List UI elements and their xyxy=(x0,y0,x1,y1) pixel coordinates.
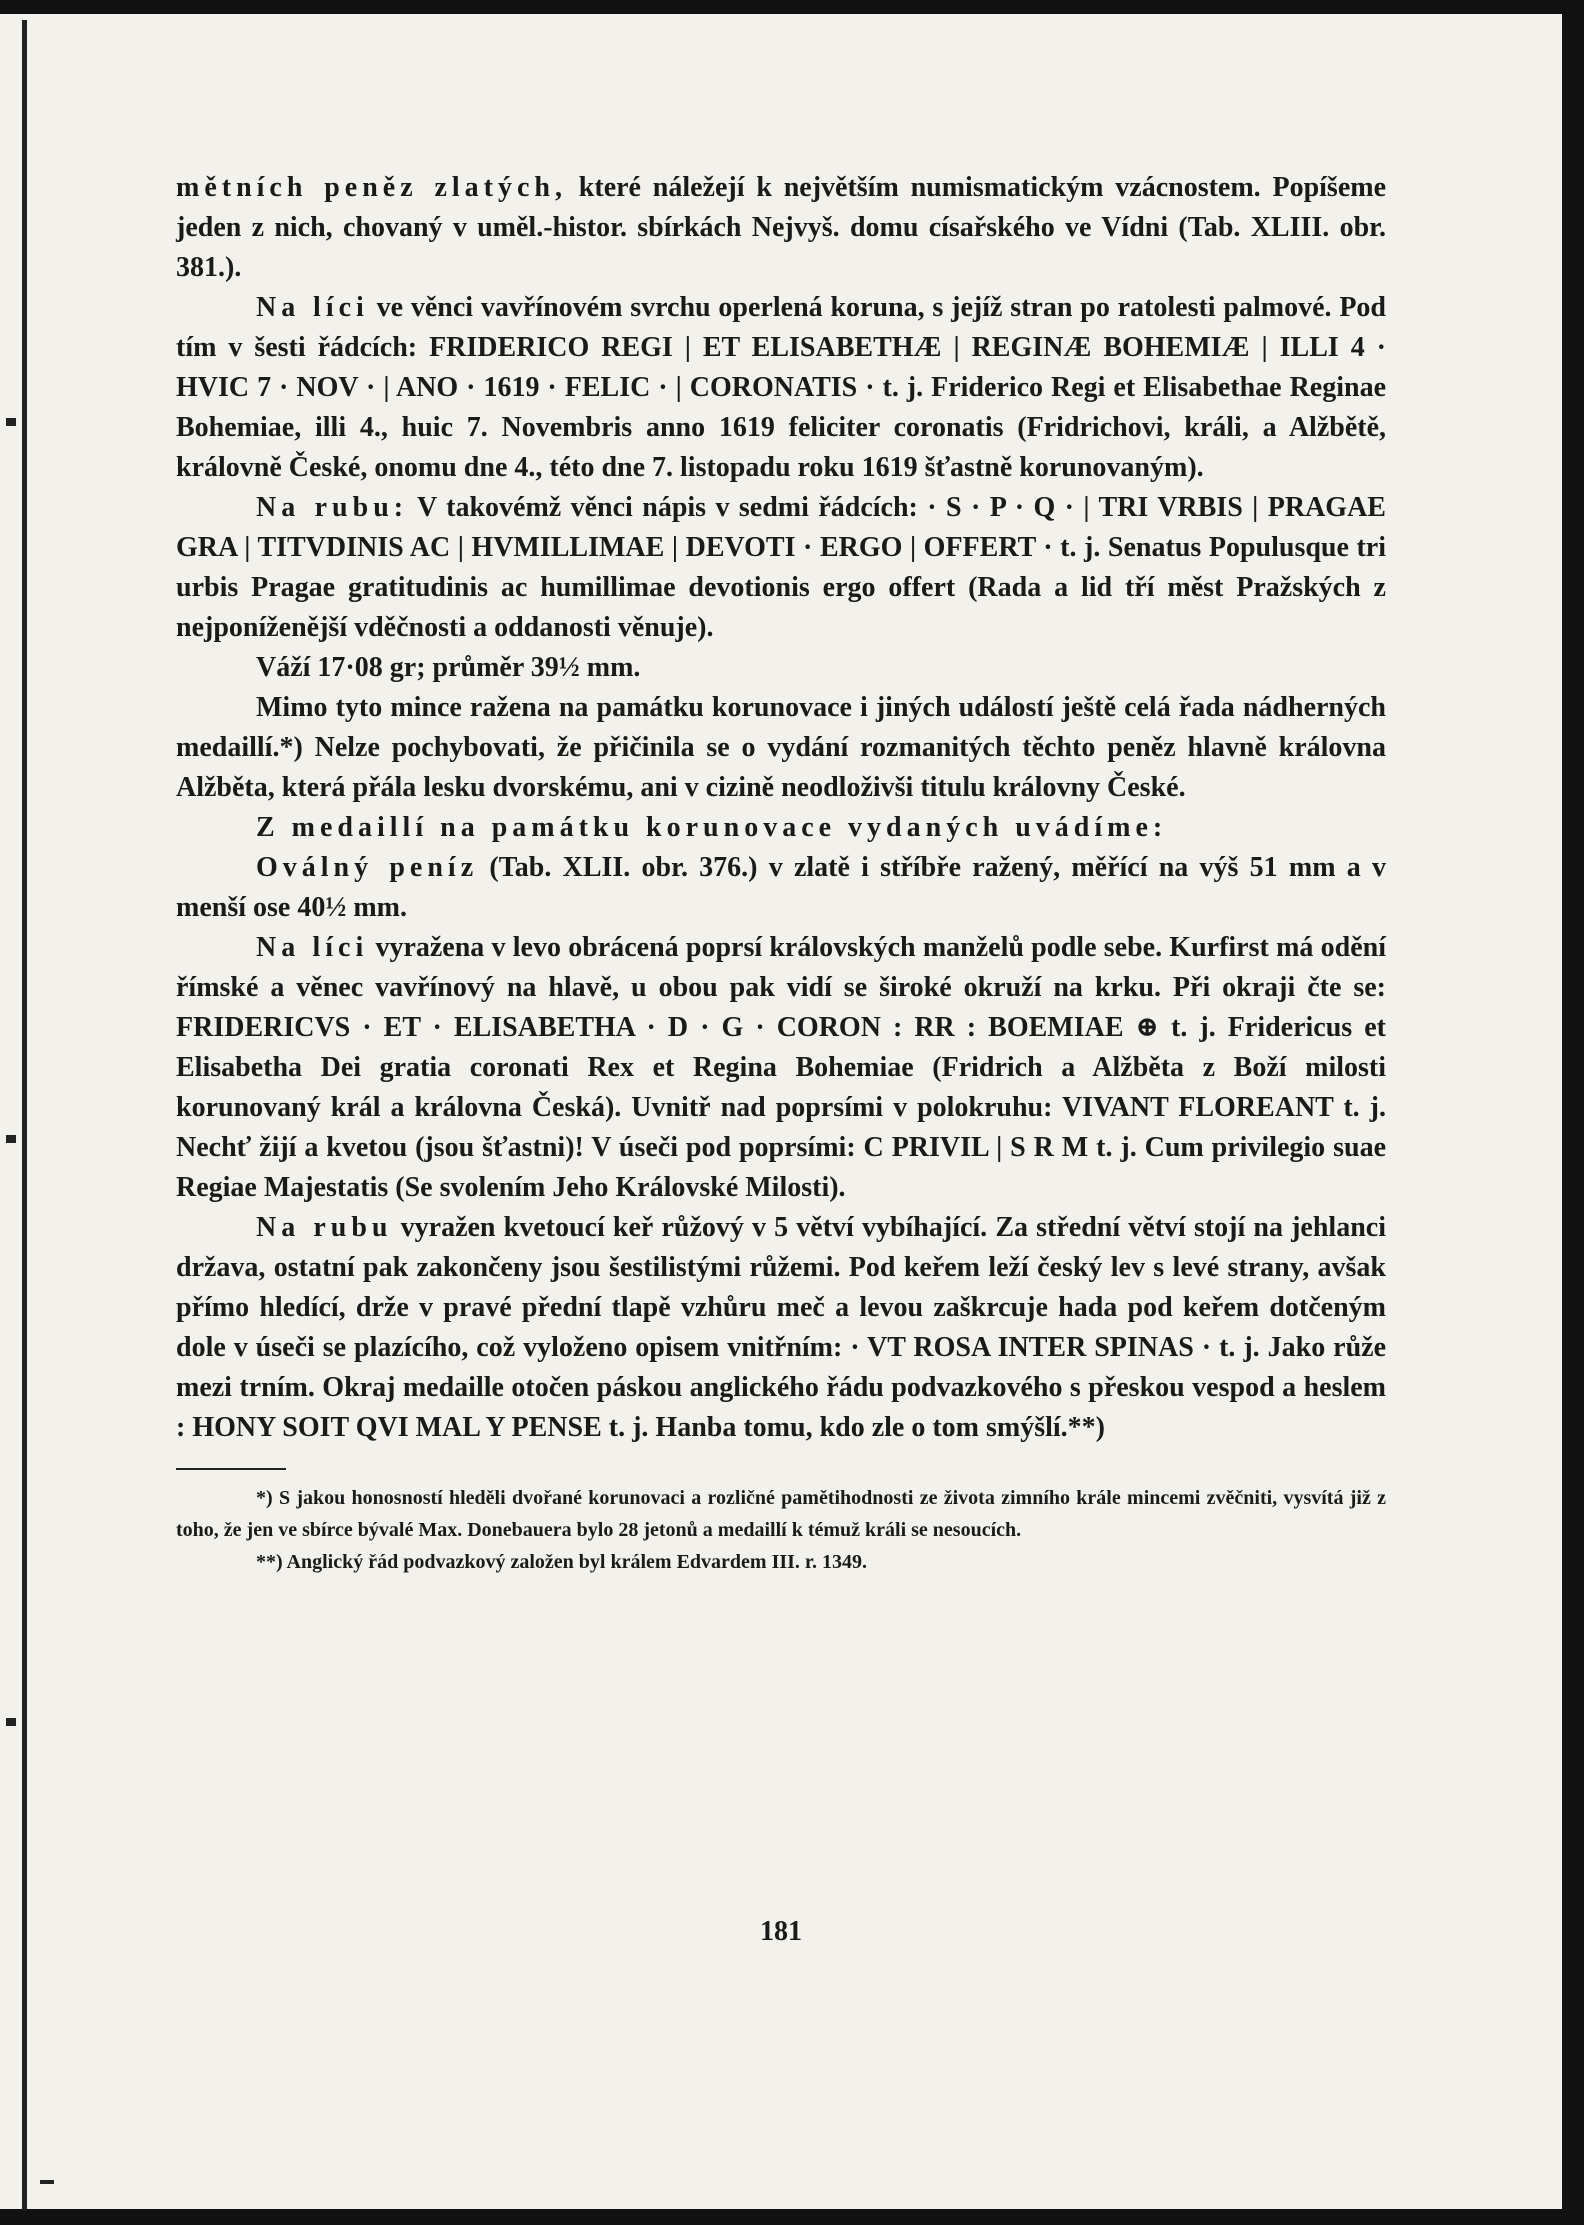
text-run: ve věnci vavřínovém svrchu operlená koruna, s jejíž stran po ratolesti palmové. Pod tím v šesti řádcích: FRIDERICO REGI | ET ELISABETHÆ | REGINÆ BOHEMIÆ | ILLI 4 · HVIC 7 · NOV · | ANO · 1619 · FELIC · | CORONATIS · t. j. Friderico Regi et Elisabethae Reginae Bohemiae, illi 4., huic 7. Novembris anno 1619 feliciter coronatis (Fridrichovi, králi, a Alžbětě, královně České, onomu dne 4., této dne 7. listopadu roku 1619 šťastně korunovaným). xyxy=(176,292,1386,483)
spaced-heading: Na líci xyxy=(256,292,369,323)
paragraph-p9 xyxy=(176,1208,1386,1448)
paragraph-p2 xyxy=(176,288,1386,488)
paragraph-p7 xyxy=(176,848,1386,928)
spaced-heading: Oválný peníz xyxy=(256,852,479,883)
binding-edge xyxy=(22,20,27,2210)
paragraph-p5 xyxy=(176,688,1386,808)
margin-mark xyxy=(40,2180,54,2184)
scan-edge-right xyxy=(1562,0,1584,2225)
spaced-heading: mětních peněz zlatých, xyxy=(176,172,567,203)
spaced-heading: Na líci xyxy=(256,932,369,963)
scan-edge-top xyxy=(0,0,1584,14)
text-run: Váží 17·08 gr; průměr 39½ mm. xyxy=(256,652,641,683)
text-run: vyražena v levo obrácená poprsí královských manželů podle sebe. Kurfirst má odění římské a věnec vavřínový na hlavě, u obou pak vidí se široké okruží na krku. Při okraji čte se: FRIDERICVS · ET · ELISABETHA · D · G · CORON : RR : BOEMIAE ⊕ t. j. Fridericus et Elisabetha Dei gratia coronati Rex et Regina Bohemiae (Fridrich a Alžběta z Boží milosti korunovaný král a královna Česká). Uvnitř nad poprsími v polokruhu: VIVANT FLOREANT t. j. Nechť žijí a kvetou (jsou šťastni)! V úseči pod poprsími: C PRIVIL | S R M t. j. Cum privilegio suae Regiae Majestatis (Se svolením Jeho Královské Milosti). xyxy=(176,932,1386,1203)
paragraph-p6 xyxy=(176,808,1386,848)
spaced-heading: Z medaillí na památku korunovace vydaných uvádíme: xyxy=(256,812,1168,843)
text-run: Mimo tyto mince ražena na památku korunovace i jiných událostí ještě celá řada nádherných medaillí.*) Nelze pochybovati, že přičinila se o vydání rozmanitých těchto peněz hlavně královna Alžběta, která přála lesku dvorskému, ani v cizině neodloživši titulu královny České. xyxy=(176,692,1386,803)
text-run: V takovémž věnci nápis v sedmi řádcích: · S · P · Q · | TRI VRBIS | PRAGAE GRA | TITVDINIS AC | HVMILLIMAE | DEVOTI · ERGO | OFFERT · t. j. Senatus Populusque tri urbis Pragae gratitudinis ac humillimae devotionis ergo offert (Rada a lid tří měst Pražských z nejponíženější vděčnosti a oddanosti věnuje). xyxy=(176,492,1386,643)
margin-mark xyxy=(6,418,16,426)
footnote-2: **) Anglický řád podvazkový založen byl králem Edvardem III. r. 1349. xyxy=(256,1551,867,1573)
paragraph-p1 xyxy=(176,168,1386,288)
text-run: vyražen kvetoucí keř růžový v 5 větví vybíhající. Za střední větví stojí na jehlanci država, ostatní pak zakončeny jsou šestilistými růžemi. Pod keřem leží český lev s levé strany, avšak přímo hledící, drže v pravé přední tlapě vzhůru meč a levou zaškrcuje hada pod keřem dotčeným dole v úseči se plazícího, což vyloženo opisem vnitřním: · VT ROSA INTER SPINAS · t. j. Jako růže mezi trním. Okraj medaille otočen páskou anglického řádu podvazkového s přeskou vespod a heslem : HONY SOIT QVI MAL Y PENSE t. j. Hanba tomu, kdo zle o tom smýšlí.**) xyxy=(176,1212,1386,1443)
footnote-divider xyxy=(176,1468,286,1470)
scan-edge-bottom xyxy=(0,2209,1584,2225)
text-run: které náležejí k největším numismatickým vzácnostem. Popíšeme jeden z nich, chovaný v uměl.-histor. sbírkách Nejvyš. domu císařského ve Vídni (Tab. XLIII. obr. 381.). xyxy=(176,172,1386,283)
margin-mark xyxy=(6,1135,16,1143)
footnote-1: *) S jakou honosností hleděli dvořané korunovaci a rozličné pamětihodnosti ze života zimního krále mincemi zvěčniti, vysvítá již z toho, že jen ve sbírce bývalé Max. Donebauera bylo 28 jetonů a medaillí k témuž králi se nesoucích. xyxy=(176,1487,1386,1541)
paragraph-p3 xyxy=(176,488,1386,648)
main-text xyxy=(176,168,1386,1448)
spaced-heading: Na rubu: xyxy=(256,492,409,523)
page-body xyxy=(176,168,1386,1947)
paragraph-p8 xyxy=(176,928,1386,1208)
text-run: (Tab. XLII. obr. 376.) v zlatě i stříbře ražený, měřící na výš 51 mm a v menší ose 40½ mm. xyxy=(176,852,1386,923)
paragraph-p4 xyxy=(176,648,1386,688)
spaced-heading: Na rubu xyxy=(256,1212,393,1243)
page-number: 181 xyxy=(760,1916,802,1947)
margin-mark xyxy=(6,1718,16,1726)
